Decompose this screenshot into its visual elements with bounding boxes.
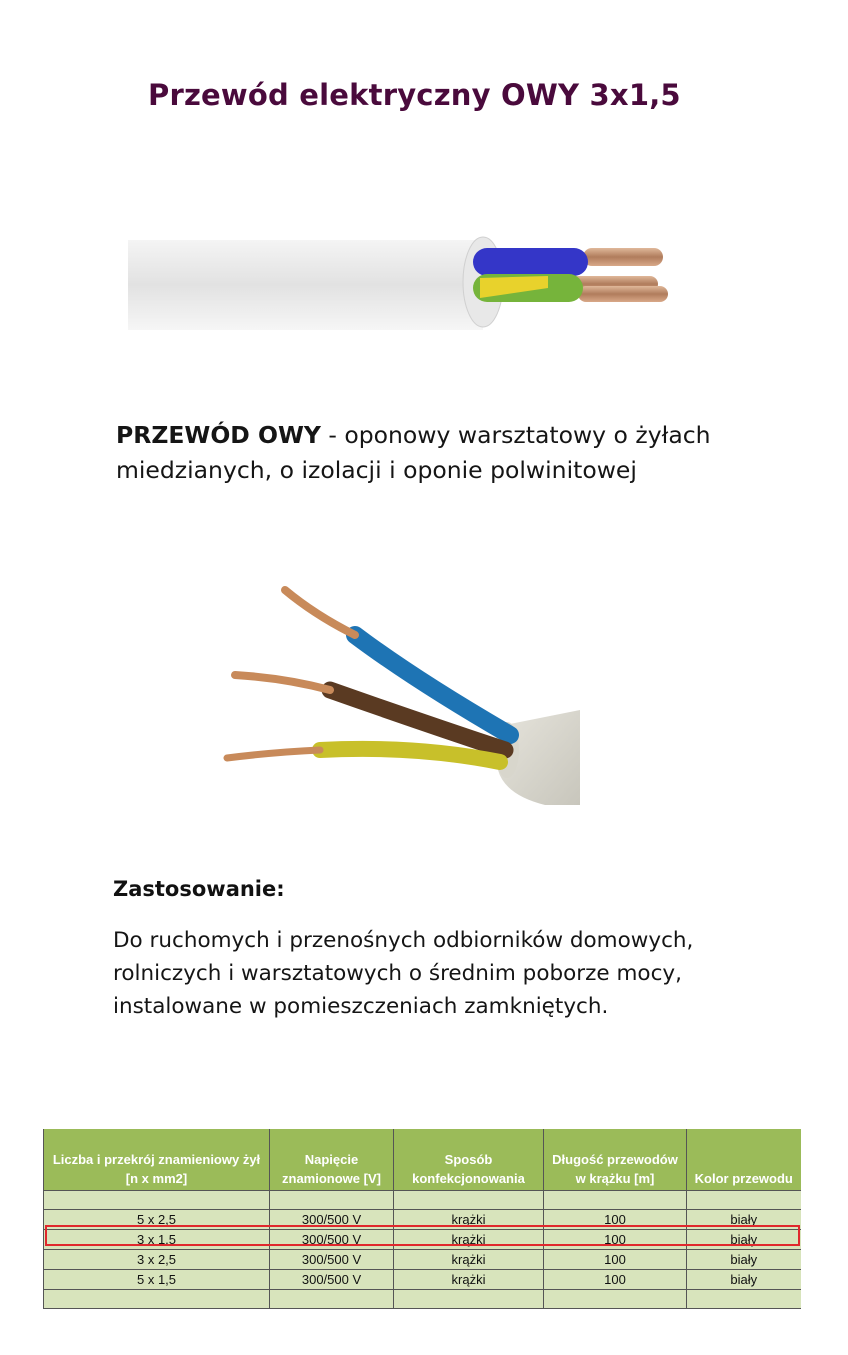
cell-packaging: krążki bbox=[394, 1270, 544, 1290]
cell-color: biały bbox=[687, 1250, 801, 1270]
col-header-voltage: Napięcie znamionowe [V] bbox=[270, 1129, 394, 1191]
application-text: Do ruchomych i przenośnych odbiorników domowych, rolniczych i warsztatowych o średnim poborze mocy, instalowane w pomieszczeniach zamkniętych. bbox=[113, 928, 694, 1019]
cell-size: 3 x 1,5 bbox=[44, 1230, 270, 1250]
description-bold: PRZEWÓD OWY bbox=[116, 421, 321, 449]
table-row bbox=[44, 1250, 801, 1270]
cell-length: 100 bbox=[544, 1230, 687, 1250]
col-header-length: Długość przewodów w krążku [m] bbox=[544, 1129, 687, 1191]
cell-voltage: 300/500 V bbox=[270, 1250, 394, 1270]
cell-length: 100 bbox=[544, 1270, 687, 1290]
page-title: Przewód elektryczny OWY 3x1,5 bbox=[148, 78, 681, 112]
cell-voltage: 300/500 V bbox=[270, 1210, 394, 1230]
cell-color: biały bbox=[687, 1210, 801, 1230]
cell-size: 5 x 2,5 bbox=[44, 1210, 270, 1230]
cell-size: 5 x 1,5 bbox=[44, 1270, 270, 1290]
col-header-color: Kolor przewodu bbox=[687, 1129, 801, 1191]
table-row bbox=[44, 1270, 801, 1290]
cell-voltage: 300/500 V bbox=[270, 1230, 394, 1250]
cell-voltage: 300/500 V bbox=[270, 1270, 394, 1290]
description bbox=[116, 418, 776, 488]
product-table bbox=[43, 1129, 801, 1309]
cell-packaging: krążki bbox=[394, 1210, 544, 1230]
application-heading: Zastosowanie: bbox=[113, 877, 285, 901]
table-row-empty bbox=[44, 1191, 801, 1210]
description-text: - oponowy warsztatowy o żyłach miedzianych, o izolacji i oponie polwinitowej bbox=[116, 421, 711, 484]
cell-packaging: krążki bbox=[394, 1230, 544, 1250]
col-header-size: Liczba i przekrój znamieniowy żył [n x mm2] bbox=[44, 1129, 270, 1191]
cell-length: 100 bbox=[544, 1210, 687, 1230]
cable-end-photo bbox=[128, 170, 748, 410]
cell-color: biały bbox=[687, 1230, 801, 1250]
table-row-empty bbox=[44, 1290, 801, 1309]
cell-length: 100 bbox=[544, 1250, 687, 1270]
cell-size: 3 x 2,5 bbox=[44, 1250, 270, 1270]
highlight-box bbox=[45, 1225, 800, 1246]
cell-packaging: krążki bbox=[394, 1250, 544, 1270]
col-header-packaging: Sposób konfekcjonowania bbox=[394, 1129, 544, 1191]
table-header-row bbox=[44, 1129, 801, 1191]
cell-color: biały bbox=[687, 1270, 801, 1290]
stripped-wires-photo bbox=[215, 580, 580, 805]
